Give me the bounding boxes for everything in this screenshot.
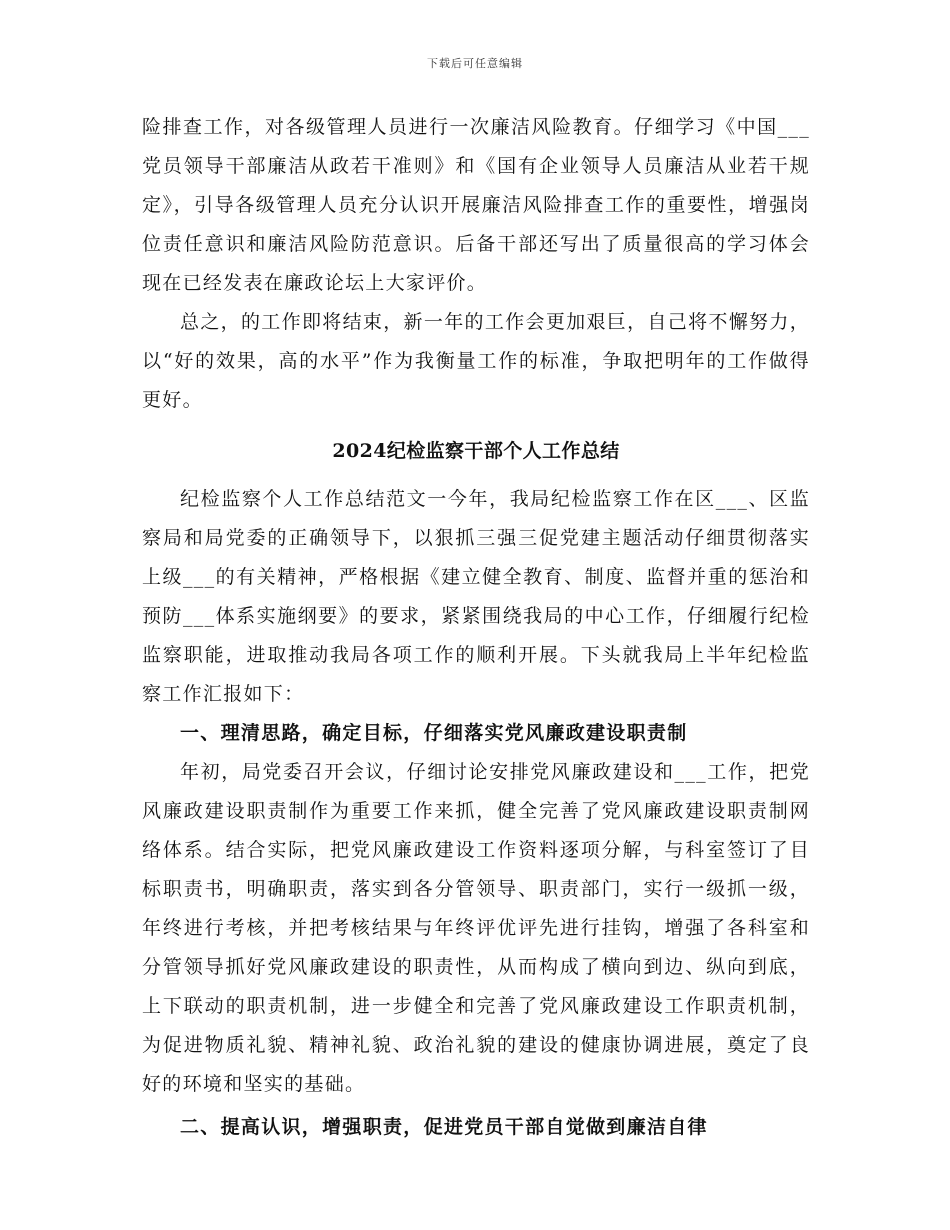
document-body (142, 108, 810, 1147)
paragraph-continuation: 险排查工作，对各级管理人员进行一次廉洁风险教育。仔细学习《中国___党员领导干部廉洁从政若干准则》和《国有企业领导人员廉洁从业若干规定》，引导各级管理人员充分认识开展廉洁风险排查工作的重要性，增强岗位责任意识和廉洁风险防范意识。后备干部还写出了质量很高的学习体会现在已经发表在廉政论坛上大家评价。 (142, 116, 810, 294)
section-heading-2: 二、提高认识，增强职责，促进党员干部自觉做到廉洁自律 (180, 1116, 708, 1138)
section-heading-1: 一、理清思路，确定目标，仔细落实党风廉政建设职责制 (180, 722, 688, 744)
paragraph-conclusion: 总之，的工作即将结束，新一年的工作会更加艰巨，自己将不懈努力，以“好的效果，高的水平”作为我衡量工作的标准，争取把明年的工作做得更好。 (142, 311, 810, 411)
section-title: 2024纪检监察干部个人工作总结 (332, 440, 620, 462)
header-note: 下载后可任意编辑 (427, 57, 523, 70)
section-intro: 纪检监察个人工作总结范文一今年，我局纪检监察工作在区___、区监察局和局党委的正确领导下，以狠抓三强三促党建主题活动仔细贯彻落实上级___的有关精神，严格根据《建立健全教育、制度、监督并重的惩治和预防___体系实施纲要》的要求，紧紧围绕我局的中心工作，仔细履行纪检监察职能，进取推动我局各项工作的顺利开展。下头就我局上半年纪检监察工作汇报如下： (142, 488, 810, 705)
section-body-1: 年初，局党委召开会议，仔细讨论安排党风廉政建设和___工作，把党风廉政建设职责制作为重要工作来抓，健全完善了党风廉政建设职责制网络体系。结合实际，把党风廉政建设工作资料逐项分解，与科室签订了目标职责书，明确职责，落实到各分管领导、职责部门，实行一级抓一级，年终进行考核，并把考核结果与年终评优评先进行挂钩，增强了各科室和分管领导抓好党风廉政建设的职责性，从而构成了横向到边、纵向到底，上下联动的职责机制，进一步健全和完善了党风廉政建设工作职责机制，为促进物质礼貌、精神礼貌、政治礼貌的建设的健康协调进展，奠定了良好的环境和坚实的基础。 (142, 761, 810, 1095)
